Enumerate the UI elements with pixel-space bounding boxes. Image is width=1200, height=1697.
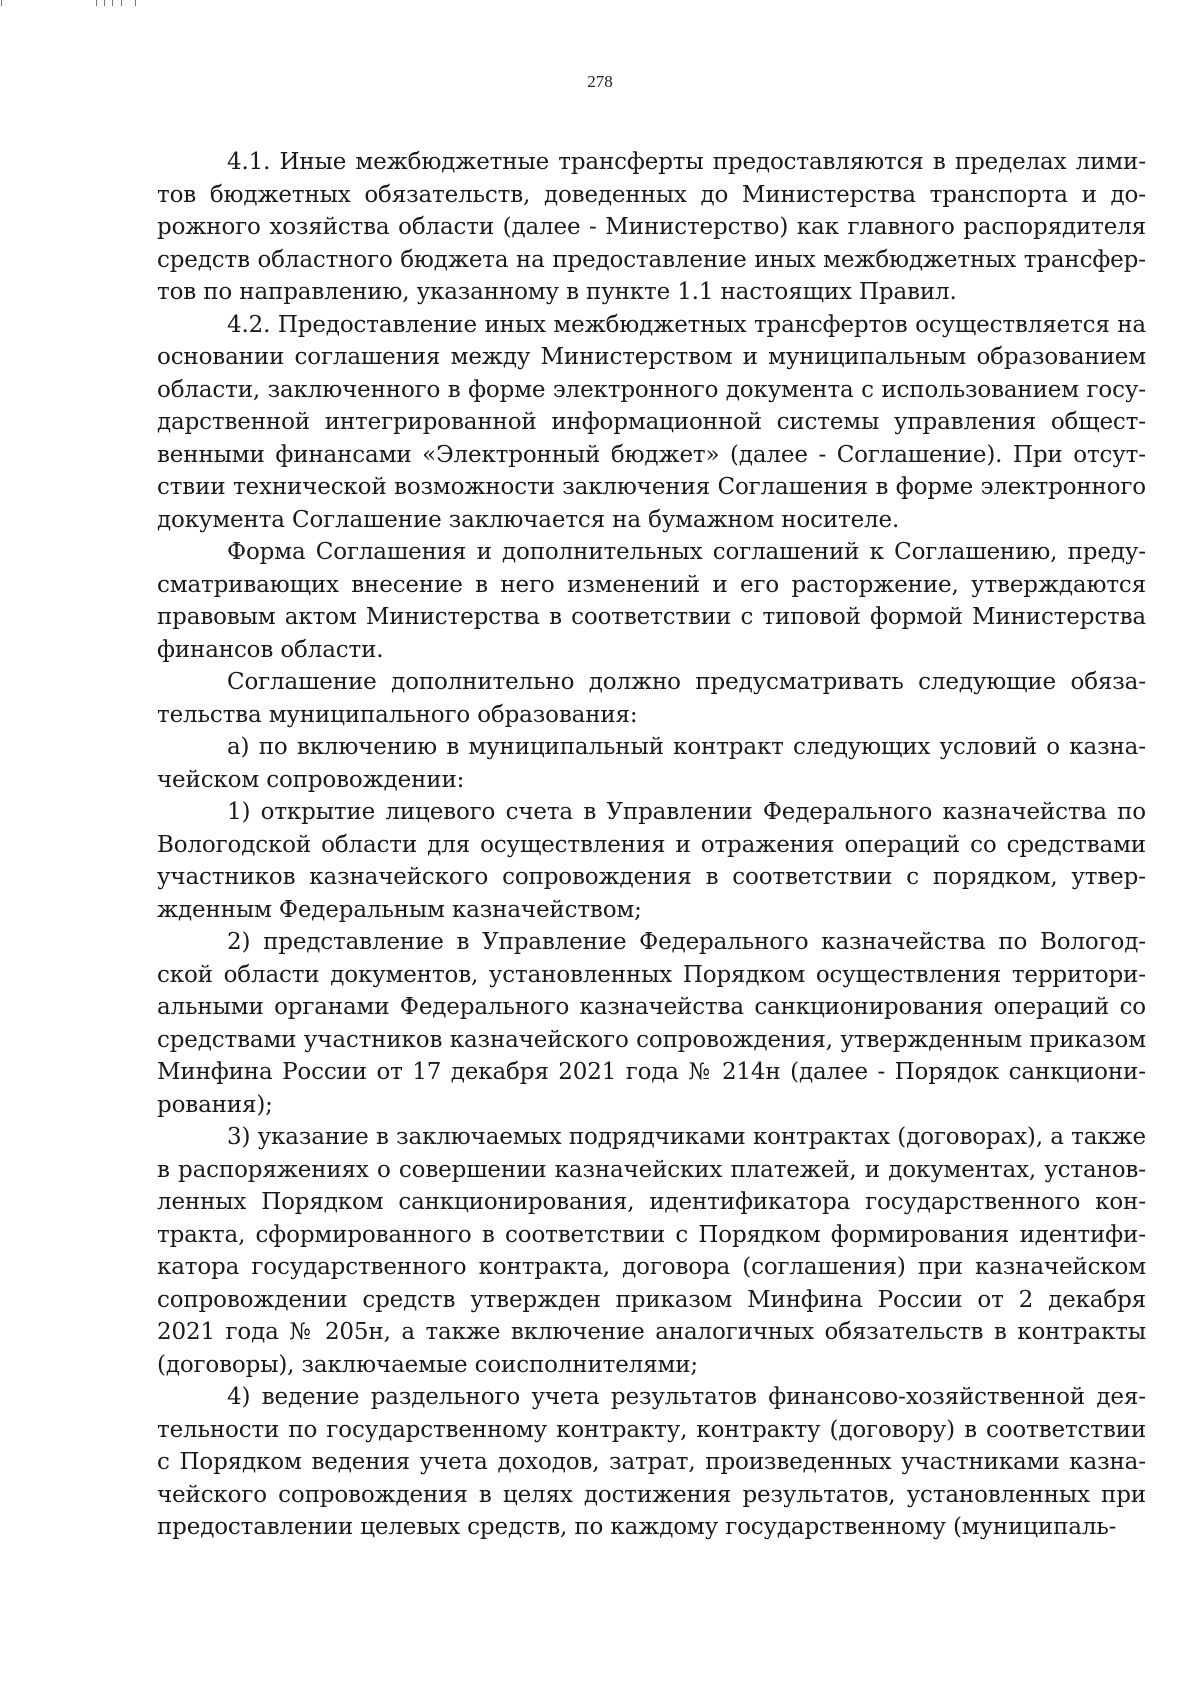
- paragraph-item-a: а) по включению в муниципальный контракт следующих условий о казначейском сопровождении:: [157, 734, 1146, 793]
- paragraph-obligations-intro: Соглашение дополнительно должно предусматривать следующие обязательства муниципального образования:: [157, 669, 1146, 728]
- paragraph-item-1: 1) открытие лицевого счета в Управлении Федерального казначейства по Вологодской области для осуществления и отражения операций со средствами участников казначейского сопровождения в соответствии с порядком, утвержденным Федеральным казначейством;: [157, 799, 1146, 923]
- paragraph-4-2: 4.2. Предоставление иных межбюджетных трансфертов осуществляется на основании соглашения между Министерством и муниципальным образованием области, заключенного в форме электронного документа с использованием государственной интегрированной информационной системы управления общественными финансами «Электронный бюджет» (далее - Соглашение). При отсутствии технической возможности заключения Соглашения в форме электронного документа Соглашение заключается на бумажном носителе.: [157, 311, 1146, 533]
- paragraph-agreement-form: Форма Соглашения и дополнительных соглашений к Соглашению, предусматривающих внесение в него изменений и его расторжение, утверждаются правовым актом Министерства в соответствии с типовой формой Министерства финансов области.: [157, 539, 1146, 663]
- document-body: [157, 146, 1146, 1544]
- paragraph-item-4: 4) ведение раздельного учета результатов финансово-хозяйственной деятельности по государственному контракту, контракту (договору) в соответствии с Порядком ведения учета доходов, затрат, произведенных участниками казначейского сопровождения в целях достижения результатов, установленных при предоставлении целевых средств, по каждому государственному (муниципаль-: [157, 1384, 1146, 1540]
- paragraph-item-2: 2) представление в Управление Федерального казначейства по Вологодской области документов, установленных Порядком осуществления территориальными органами Федерального казначейства санкционирования операций со средствами участников казначейского сопровождения, утвержденным приказом Минфина России от 17 декабря 2021 года № 214н (далее - Порядок санкционирования);: [157, 929, 1146, 1118]
- page-number: 278: [587, 72, 613, 91]
- scan-edge-marks: [0, 0, 150, 6]
- paragraph-item-3: 3) указание в заключаемых подрядчиками контрактах (договорах), а также в распоряжениях о совершении казначейских платежей, и документах, установленных Порядком санкционирования, идентификатора государственного контракта, сформированного в соответствии с Порядком формирования идентификатора государственного контракта, договора (соглашения) при казначейском сопровождении средств утвержден приказом Минфина России от 2 декабря 2021 года № 205н, а также включение аналогичных обязательств в контракты (договоры), заключаемые соисполнителями;: [157, 1124, 1146, 1378]
- paragraph-4-1: 4.1. Иные межбюджетные трансферты предоставляются в пределах лимитов бюджетных обязательств, доведенных до Министерства транспорта и дорожного хозяйства области (далее - Министерство) как главного распорядителя средств областного бюджета на предоставление иных межбюджетных трансфертов по направлению, указанному в пункте 1.1 настоящих Правил.: [157, 149, 1146, 305]
